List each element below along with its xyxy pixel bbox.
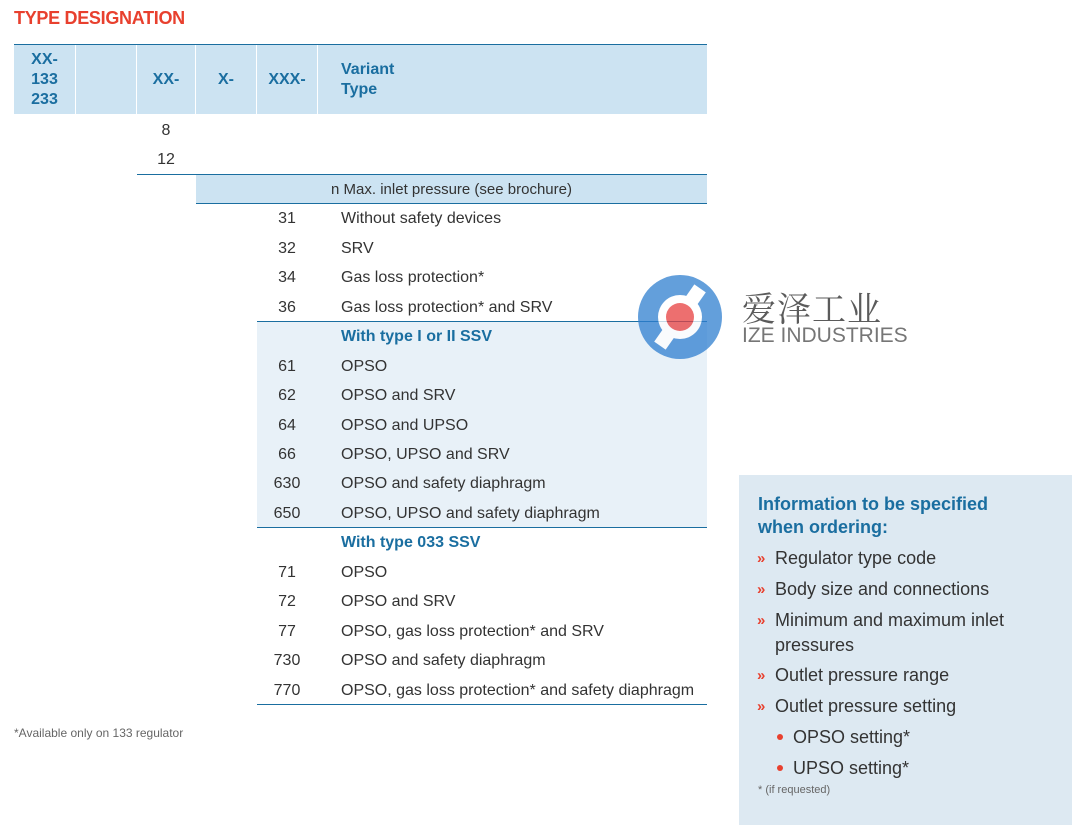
desc-630: OPSO and safety diaphragm — [341, 475, 546, 492]
desc-77: OPSO, gas loss protection* and SRV — [341, 623, 604, 640]
desc-36: Gas loss protection* and SRV — [341, 299, 553, 316]
bullet-dot-icon — [777, 765, 783, 771]
watermark-cn: 爱泽工业 — [742, 291, 882, 329]
size-12: 12 — [157, 151, 175, 168]
code-71: 71 — [278, 564, 296, 581]
bullet-dot-icon — [777, 734, 783, 740]
group3-title: With type 033 SSV — [341, 534, 481, 551]
code-630: 630 — [273, 475, 301, 492]
header-col-series-line3: 233 — [31, 90, 58, 108]
header-col-pressure: X- — [196, 45, 257, 114]
info-subitem-opso: OPSO setting* — [793, 727, 911, 747]
header-col-variant-type — [318, 45, 707, 114]
code-650: 650 — [273, 505, 301, 522]
info-item-body-size: Body size and connections — [775, 579, 990, 599]
code-72: 72 — [278, 593, 296, 610]
ordering-info-title-line2: when ordering: — [758, 517, 888, 537]
code-66: 66 — [278, 446, 296, 463]
desc-31: Without safety devices — [341, 210, 502, 227]
info-item-type-code: Regulator type code — [775, 548, 937, 568]
size-8: 8 — [161, 122, 171, 139]
watermark-logo-icon — [635, 272, 725, 362]
code-62: 62 — [278, 387, 296, 404]
pressure-row-label: n Max. inlet pressure (see brochure) — [331, 181, 572, 198]
chevron-right-icon: » — [757, 698, 766, 715]
info-item-inlet-line1: Minimum and maximum inlet — [775, 610, 1005, 630]
info-item-outlet-range: Outlet pressure range — [775, 665, 950, 685]
code-770: 770 — [273, 682, 301, 699]
code-77: 77 — [278, 623, 296, 640]
desc-61: OPSO — [341, 358, 388, 375]
code-64: 64 — [278, 417, 296, 434]
header-col-blank — [76, 45, 137, 114]
chevron-right-icon: » — [757, 581, 766, 598]
desc-62: OPSO and SRV — [341, 387, 456, 404]
info-subitem-upso: UPSO setting* — [793, 758, 910, 778]
code-61: 61 — [278, 358, 296, 375]
desc-32: SRV — [341, 240, 374, 257]
desc-730: OPSO and safety diaphragm — [341, 652, 546, 669]
header-variant-line1: Variant — [341, 60, 395, 78]
chevron-right-icon: » — [757, 612, 766, 629]
code-31: 31 — [278, 210, 296, 227]
code-32: 32 — [278, 240, 296, 257]
info-item-outlet-setting: Outlet pressure setting — [775, 696, 957, 716]
code-730: 730 — [273, 652, 301, 669]
header-col-variant-code: XXX- — [257, 45, 318, 114]
desc-66: OPSO, UPSO and SRV — [341, 446, 510, 463]
ordering-info-title-line1: Information to be specified — [758, 494, 989, 514]
page-title: TYPE DESIGNATION — [14, 8, 185, 28]
desc-34: Gas loss protection* — [341, 269, 485, 286]
desc-650: OPSO, UPSO and safety diaphragm — [341, 505, 600, 522]
header-col-size: XX- — [137, 45, 196, 114]
group2-rule — [257, 527, 707, 528]
header-col-series — [14, 45, 76, 114]
code-34: 34 — [278, 269, 296, 286]
watermark-en: IZE INDUSTRIES — [742, 324, 908, 347]
pressure-rule — [196, 203, 707, 204]
info-item-inlet-line2: pressures — [775, 635, 855, 655]
info-note: * (if requested) — [758, 784, 831, 796]
desc-64: OPSO and UPSO — [341, 417, 469, 434]
desc-72: OPSO and SRV — [341, 593, 456, 610]
desc-71: OPSO — [341, 564, 388, 581]
ordering-info-title — [758, 493, 1058, 539]
group2-title: With type I or II SSV — [341, 328, 492, 345]
header-variant-line2: Type — [341, 80, 378, 98]
desc-770: OPSO, gas loss protection* and safety diaphragm — [341, 682, 695, 699]
group3-rule — [257, 704, 707, 705]
chevron-right-icon: » — [757, 550, 766, 567]
code-36: 36 — [278, 299, 296, 316]
header-col-series-line2: 133 — [31, 70, 58, 88]
header-col-series-line1: XX- — [31, 50, 58, 68]
footnote: *Available only on 133 regulator — [14, 726, 184, 740]
chevron-right-icon: » — [757, 667, 766, 684]
